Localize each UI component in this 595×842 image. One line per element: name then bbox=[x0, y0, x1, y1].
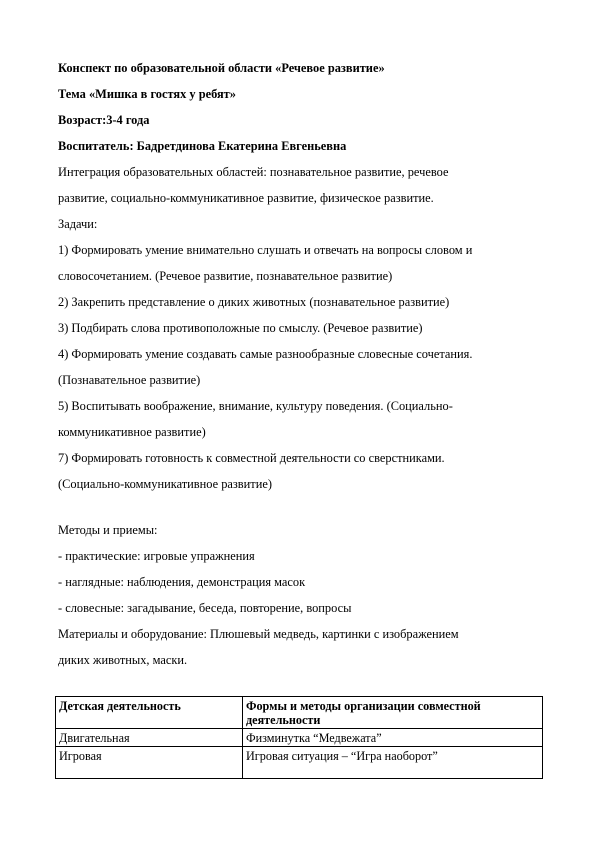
task-line: 1) Формировать умение внимательно слушать и отвечать на вопросы словом и bbox=[58, 243, 473, 257]
table-header-forms bbox=[243, 697, 543, 729]
activities-table bbox=[55, 696, 543, 779]
task-line: словосочетанием. (Речевое развитие, познавательное развитие) bbox=[58, 269, 393, 283]
task-line: (Социально-коммуникативное развитие) bbox=[58, 477, 272, 491]
table-header-activity bbox=[56, 697, 243, 729]
materials-line-2: диких животных, маски. bbox=[58, 653, 188, 667]
document-title: Конспект по образовательной области «Речевое развитие» bbox=[58, 61, 385, 75]
task-line: 3) Подбирать слова противоположные по смыслу. (Речевое развитие) bbox=[58, 321, 423, 335]
table-header-forms-line-2: деятельности bbox=[246, 713, 321, 727]
table-header-row bbox=[56, 697, 543, 729]
table-row bbox=[56, 747, 543, 779]
task-line: 4) Формировать умение создавать самые разнообразные словесные сочетания. bbox=[58, 347, 473, 361]
table-row bbox=[56, 729, 543, 747]
task-line: коммуникативное развитие) bbox=[58, 425, 206, 439]
table-header-forms-line-1: Формы и методы организации совместной bbox=[246, 699, 481, 713]
teacher-line: Воспитатель: Бадретдинова Екатерина Евгеньевна bbox=[58, 139, 347, 153]
method-line: - наглядные: наблюдения, демонстрация масок bbox=[58, 575, 306, 589]
task-line: 2) Закрепить представление о диких животных (познавательное развитие) bbox=[58, 295, 450, 309]
table-cell-activity: Двигательная bbox=[56, 729, 243, 747]
table-cell-activity: Игровая bbox=[56, 747, 243, 779]
methods-label: Методы и приемы: bbox=[58, 523, 158, 537]
materials-line-1: Материалы и оборудование: Плюшевый медведь, картинки с изображением bbox=[58, 627, 459, 641]
integration-line-2: развитие, социально-коммуникативное развитие, физическое развитие. bbox=[58, 191, 434, 205]
table-header-activity-label: Детская деятельность bbox=[59, 699, 181, 713]
age-line: Возраст:3-4 года bbox=[58, 113, 150, 127]
task-line: (Познавательное развитие) bbox=[58, 373, 201, 387]
topic-line: Тема «Мишка в гостях у ребят» bbox=[58, 87, 236, 101]
method-line: - практические: игровые упражнения bbox=[58, 549, 255, 563]
integration-line-1: Интеграция образовательных областей: познавательное развитие, речевое bbox=[58, 165, 449, 179]
tasks-label: Задачи: bbox=[58, 217, 98, 231]
table-cell-form: Физминутка “Медвежата” bbox=[243, 729, 543, 747]
task-line: 5) Воспитывать воображение, внимание, культуру поведения. (Социально- bbox=[58, 399, 453, 413]
table-cell-form: Игровая ситуация – “Игра наоборот” bbox=[243, 747, 543, 779]
method-line: - словесные: загадывание, беседа, повторение, вопросы bbox=[58, 601, 352, 615]
task-line: 7) Формировать готовность к совместной деятельности со сверстниками. bbox=[58, 451, 445, 465]
